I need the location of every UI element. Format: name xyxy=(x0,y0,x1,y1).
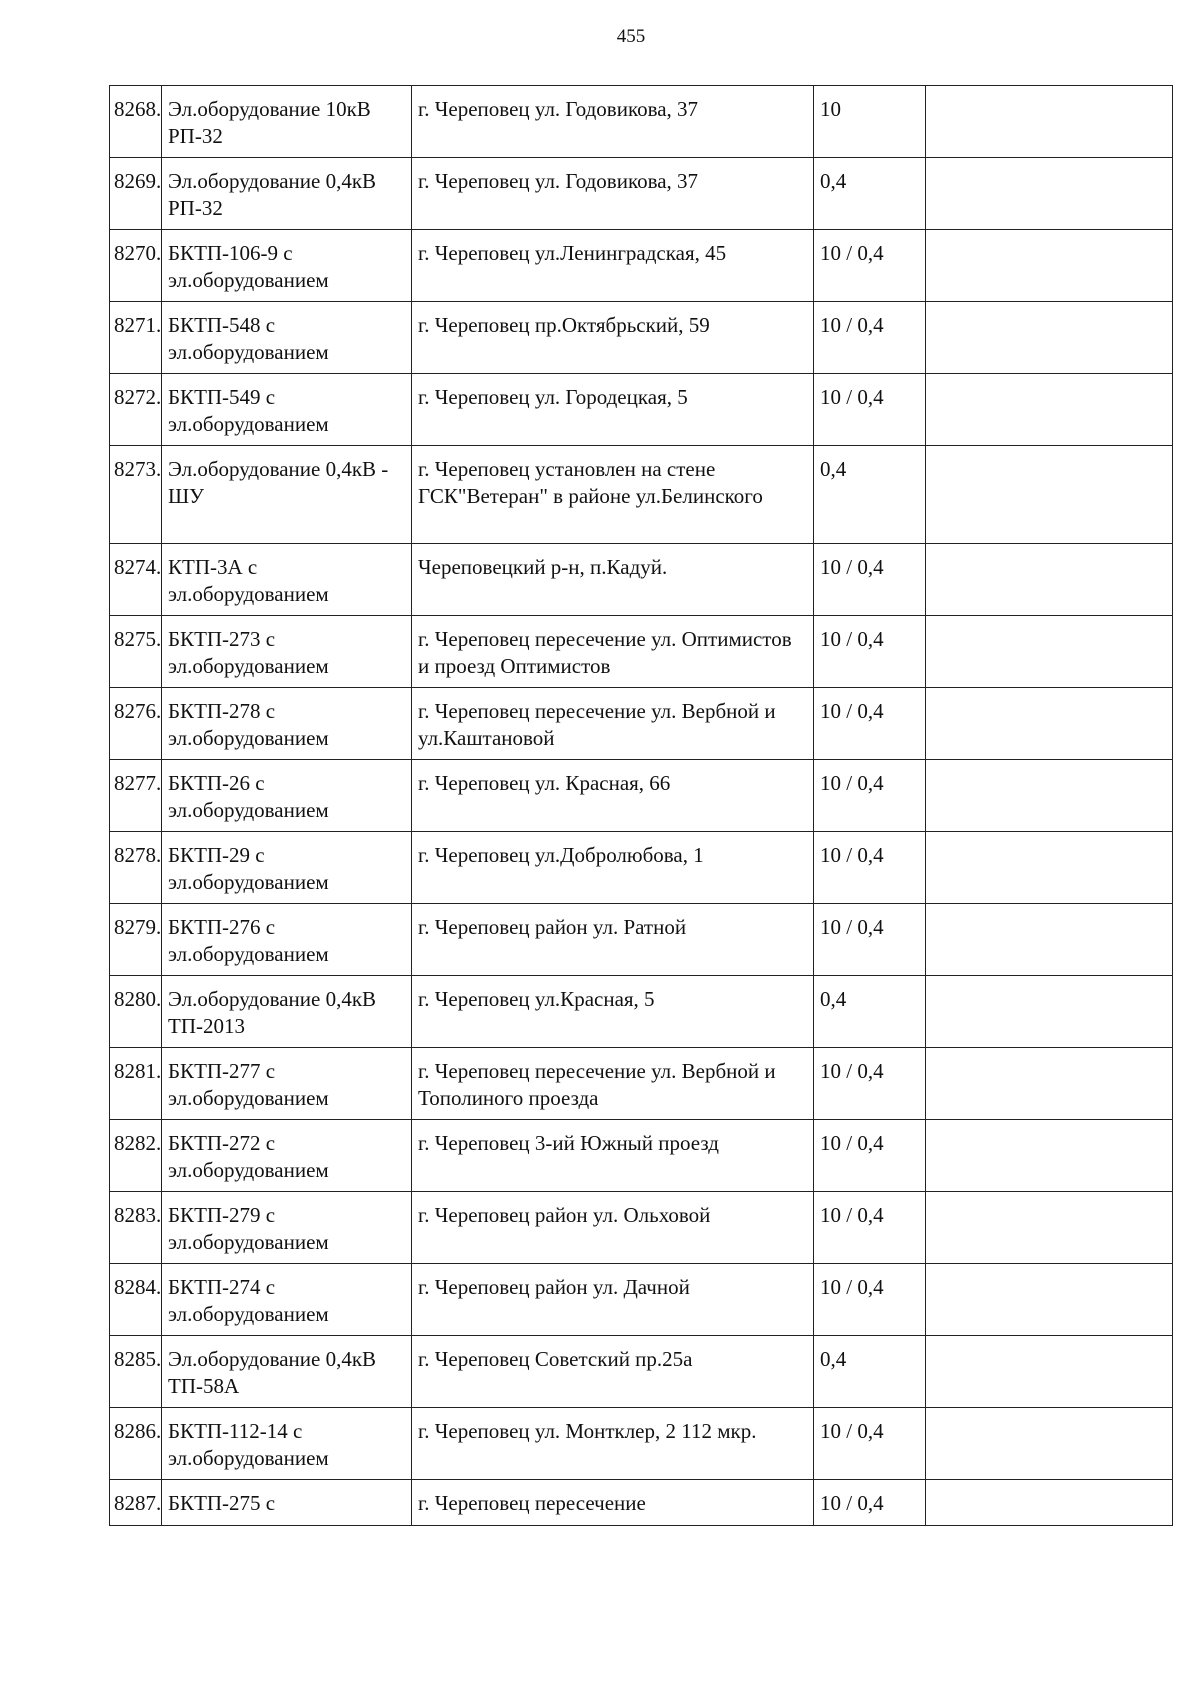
extra-cell xyxy=(926,688,1173,760)
equipment-address: г. Череповец Советский пр.25а xyxy=(412,1336,814,1408)
equipment-name: БКТП-275 с xyxy=(162,1480,412,1526)
row-number: 8275. xyxy=(110,616,162,688)
equipment-address: г. Череповец ул. Годовикова, 37 xyxy=(412,86,814,158)
equipment-name: БКТП-279 с эл.оборудованием xyxy=(162,1192,412,1264)
equipment-address: г. Череповец пересечение ул. Оптимистов и проезд Оптимистов xyxy=(412,616,814,688)
equipment-name: БКТП-278 с эл.оборудованием xyxy=(162,688,412,760)
table-row xyxy=(110,1480,1173,1526)
voltage-value: 10 / 0,4 xyxy=(814,544,926,616)
voltage-value: 10 xyxy=(814,86,926,158)
row-number: 8280. xyxy=(110,976,162,1048)
equipment-address: г. Череповец ул. Монтклер, 2 112 мкр. xyxy=(412,1408,814,1480)
extra-cell xyxy=(926,976,1173,1048)
equipment-address: г. Череповец установлен на стене ГСК"Ветеран" в районе ул.Белинского xyxy=(412,446,814,544)
row-number: 8277. xyxy=(110,760,162,832)
row-number: 8272. xyxy=(110,374,162,446)
table-row xyxy=(110,1264,1173,1336)
table-row xyxy=(110,158,1173,230)
row-number: 8276. xyxy=(110,688,162,760)
table-row xyxy=(110,688,1173,760)
extra-cell xyxy=(926,760,1173,832)
extra-cell xyxy=(926,1192,1173,1264)
equipment-address: г. Череповец ул.Красная, 5 xyxy=(412,976,814,1048)
equipment-name: БКТП-29 с эл.оборудованием xyxy=(162,832,412,904)
row-number: 8285. xyxy=(110,1336,162,1408)
equipment-address: г. Череповец пр.Октябрьский, 59 xyxy=(412,302,814,374)
voltage-value: 10 / 0,4 xyxy=(814,1408,926,1480)
voltage-value: 10 / 0,4 xyxy=(814,1264,926,1336)
voltage-value: 10 / 0,4 xyxy=(814,230,926,302)
equipment-name: КТП-3А с эл.оборудованием xyxy=(162,544,412,616)
extra-cell xyxy=(926,1120,1173,1192)
table-row xyxy=(110,230,1173,302)
voltage-value: 10 / 0,4 xyxy=(814,1480,926,1526)
table-row xyxy=(110,616,1173,688)
equipment-name: Эл.оборудование 0,4кВ ТП-2013 xyxy=(162,976,412,1048)
row-number: 8279. xyxy=(110,904,162,976)
extra-cell xyxy=(926,616,1173,688)
row-number: 8287. xyxy=(110,1480,162,1526)
row-number: 8281. xyxy=(110,1048,162,1120)
equipment-name: БКТП-112-14 с эл.оборудованием xyxy=(162,1408,412,1480)
equipment-address: г. Череповец ул.Ленинградская, 45 xyxy=(412,230,814,302)
voltage-value: 10 / 0,4 xyxy=(814,1120,926,1192)
equipment-address: Череповецкий р-н, п.Кадуй. xyxy=(412,544,814,616)
table-row xyxy=(110,374,1173,446)
extra-cell xyxy=(926,446,1173,544)
equipment-name: Эл.оборудование 0,4кВ ТП-58А xyxy=(162,1336,412,1408)
row-number: 8269. xyxy=(110,158,162,230)
equipment-address: г. Череповец пересечение ул. Вербной и Тополиного проезда xyxy=(412,1048,814,1120)
extra-cell xyxy=(926,302,1173,374)
voltage-value: 10 / 0,4 xyxy=(814,302,926,374)
extra-cell xyxy=(926,1408,1173,1480)
equipment-address: г. Череповец 3-ий Южный проезд xyxy=(412,1120,814,1192)
voltage-value: 0,4 xyxy=(814,976,926,1048)
equipment-name: Эл.оборудование 10кВ РП-32 xyxy=(162,86,412,158)
table-row xyxy=(110,904,1173,976)
table-row xyxy=(110,832,1173,904)
extra-cell xyxy=(926,374,1173,446)
row-number: 8286. xyxy=(110,1408,162,1480)
equipment-name: Эл.оборудование 0,4кВ РП-32 xyxy=(162,158,412,230)
equipment-name: БКТП-549 с эл.оборудованием xyxy=(162,374,412,446)
table-row xyxy=(110,86,1173,158)
table-row xyxy=(110,760,1173,832)
extra-cell xyxy=(926,1048,1173,1120)
extra-cell xyxy=(926,832,1173,904)
equipment-address: г. Череповец пересечение ул. Вербной и ул.Каштановой xyxy=(412,688,814,760)
table-row xyxy=(110,976,1173,1048)
equipment-name: БКТП-274 с эл.оборудованием xyxy=(162,1264,412,1336)
voltage-value: 0,4 xyxy=(814,446,926,544)
extra-cell xyxy=(926,230,1173,302)
voltage-value: 10 / 0,4 xyxy=(814,616,926,688)
voltage-value: 10 / 0,4 xyxy=(814,374,926,446)
extra-cell xyxy=(926,1480,1173,1526)
page-number: 455 xyxy=(616,26,646,47)
row-number: 8274. xyxy=(110,544,162,616)
voltage-value: 10 / 0,4 xyxy=(814,760,926,832)
extra-cell xyxy=(926,1264,1173,1336)
table-row xyxy=(110,1120,1173,1192)
extra-cell xyxy=(926,158,1173,230)
extra-cell xyxy=(926,1336,1173,1408)
voltage-value: 0,4 xyxy=(814,1336,926,1408)
equipment-address: г. Череповец район ул. Дачной xyxy=(412,1264,814,1336)
equipment-name: БКТП-548 с эл.оборудованием xyxy=(162,302,412,374)
extra-cell xyxy=(926,904,1173,976)
table-row xyxy=(110,1408,1173,1480)
extra-cell xyxy=(926,544,1173,616)
table-body xyxy=(110,86,1173,1526)
equipment-address: г. Череповец ул. Городецкая, 5 xyxy=(412,374,814,446)
equipment-address: г. Череповец район ул. Ратной xyxy=(412,904,814,976)
equipment-address: г. Череповец ул. Красная, 66 xyxy=(412,760,814,832)
equipment-table xyxy=(109,85,1173,1526)
row-number: 8278. xyxy=(110,832,162,904)
voltage-value: 10 / 0,4 xyxy=(814,1048,926,1120)
voltage-value: 10 / 0,4 xyxy=(814,1192,926,1264)
table-row xyxy=(110,302,1173,374)
equipment-address: г. Череповец ул.Добролюбова, 1 xyxy=(412,832,814,904)
table-row xyxy=(110,544,1173,616)
row-number: 8283. xyxy=(110,1192,162,1264)
equipment-name: БКТП-276 с эл.оборудованием xyxy=(162,904,412,976)
equipment-name: БКТП-106-9 с эл.оборудованием xyxy=(162,230,412,302)
row-number: 8282. xyxy=(110,1120,162,1192)
table-row xyxy=(110,1192,1173,1264)
row-number: 8270. xyxy=(110,230,162,302)
extra-cell xyxy=(926,86,1173,158)
voltage-value: 10 / 0,4 xyxy=(814,904,926,976)
table-row xyxy=(110,446,1173,544)
voltage-value: 10 / 0,4 xyxy=(814,832,926,904)
row-number: 8271. xyxy=(110,302,162,374)
equipment-name: БКТП-277 с эл.оборудованием xyxy=(162,1048,412,1120)
equipment-name: Эл.оборудование 0,4кВ - ШУ xyxy=(162,446,412,544)
table-row xyxy=(110,1048,1173,1120)
equipment-name: БКТП-26 с эл.оборудованием xyxy=(162,760,412,832)
voltage-value: 0,4 xyxy=(814,158,926,230)
equipment-name: БКТП-272 с эл.оборудованием xyxy=(162,1120,412,1192)
equipment-address: г. Череповец ул. Годовикова, 37 xyxy=(412,158,814,230)
row-number: 8273. xyxy=(110,446,162,544)
equipment-address: г. Череповец пересечение xyxy=(412,1480,814,1526)
row-number: 8284. xyxy=(110,1264,162,1336)
voltage-value: 10 / 0,4 xyxy=(814,688,926,760)
table-row xyxy=(110,1336,1173,1408)
equipment-address: г. Череповец район ул. Ольховой xyxy=(412,1192,814,1264)
equipment-name: БКТП-273 с эл.оборудованием xyxy=(162,616,412,688)
row-number: 8268. xyxy=(110,86,162,158)
